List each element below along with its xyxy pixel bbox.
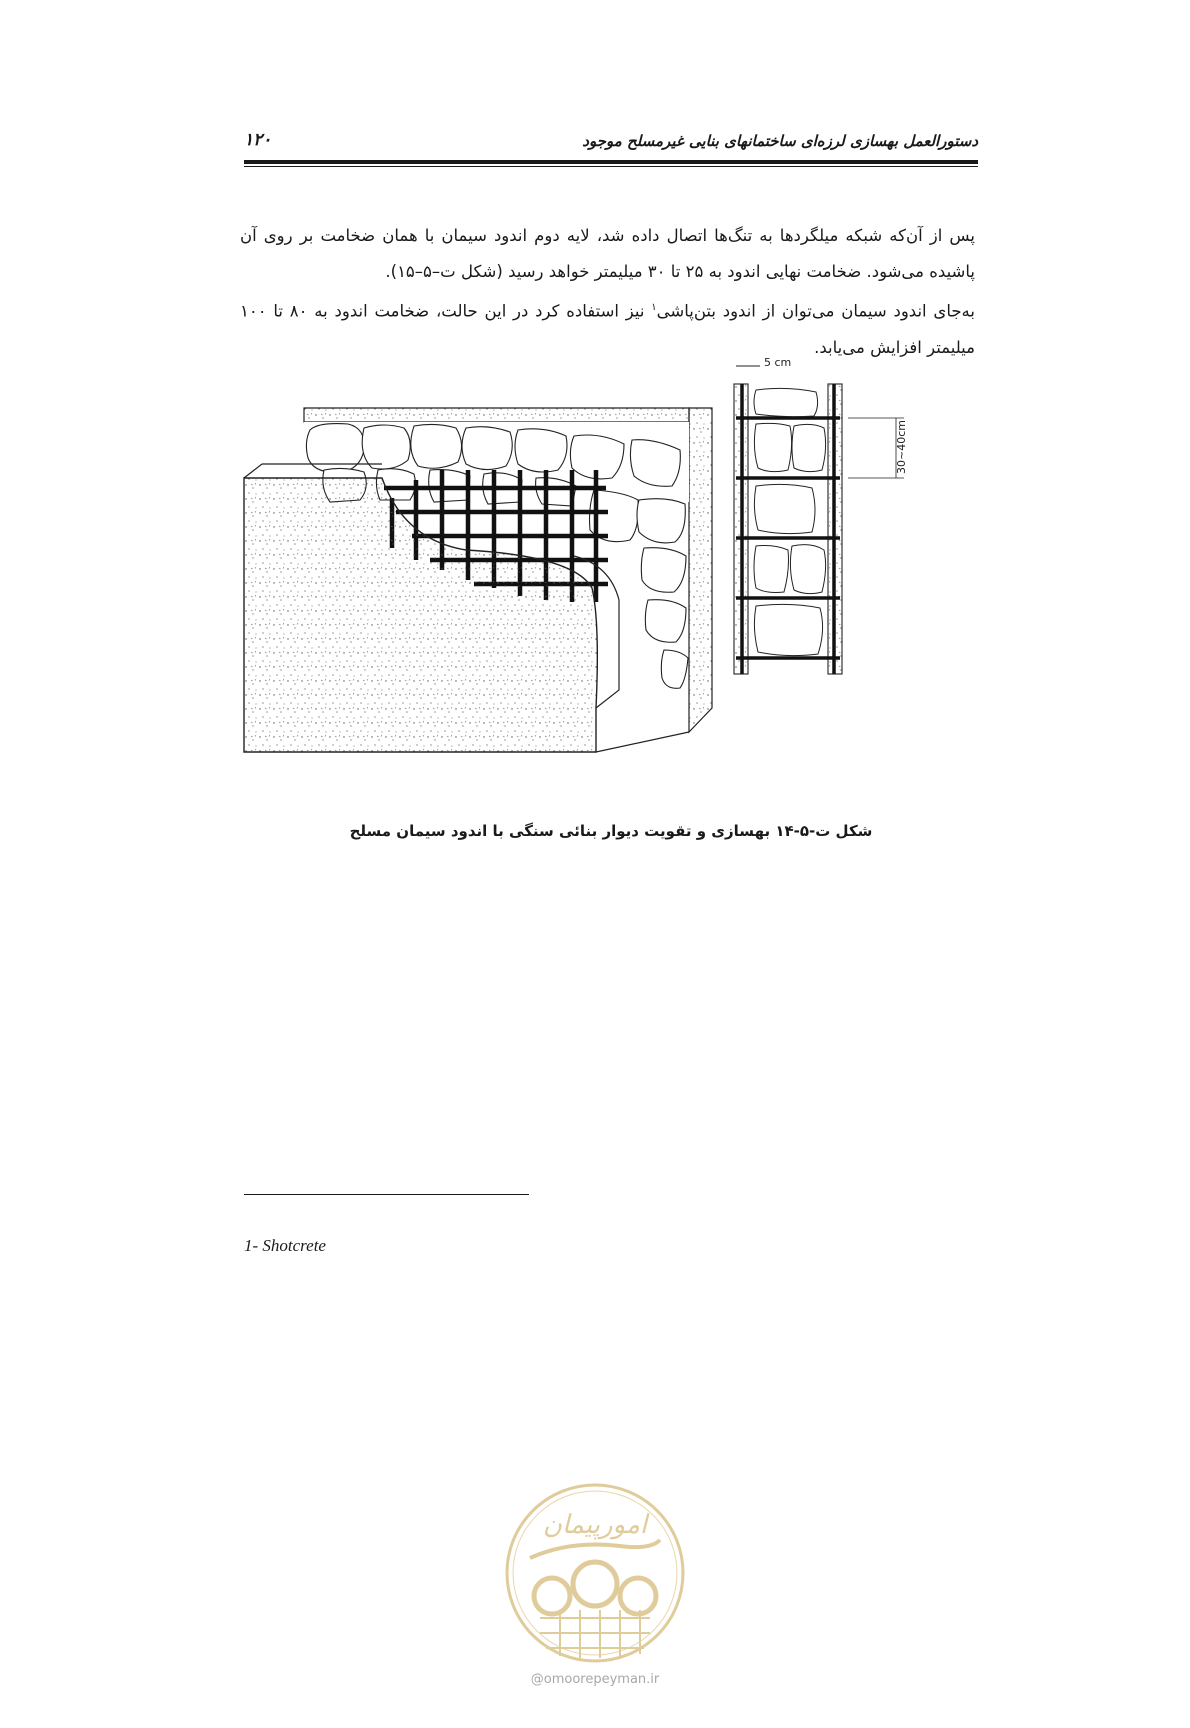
- header-rule-thin: [244, 166, 978, 167]
- paragraph-2: [240, 290, 975, 366]
- paragraph-2-start: به‌جای اندود سیمان می‌توان از اندود بتن‌پاشی: [656, 301, 975, 321]
- watermark-logo-text: امورپیمان: [542, 1510, 648, 1540]
- wall-section-drawing: [734, 356, 908, 674]
- page-header: [244, 130, 978, 160]
- footnote-reference: ۱: [651, 302, 657, 313]
- footnote-rule: [244, 1194, 529, 1195]
- watermark-logo: [490, 1478, 700, 1728]
- page-number: ۱۲۰: [244, 130, 272, 150]
- dimension-top: 5 cm: [764, 356, 792, 369]
- paragraph-1: پس از آن‌که شبکه میلگردها به تنگ‌ها اتصال داده شد، لایه دوم اندود سیمان با همان ضخامت بر روی آن پاشیده می‌شود. ضخامت نهایی اندود به ۲۵ تا ۳۰ میلیمتر خواهد رسید (شکل ت–۵–۱۵).: [240, 226, 975, 281]
- publisher-seal: [490, 1478, 700, 1668]
- watermark-url: @omoorepeyman.ir: [530, 1672, 660, 1687]
- header-rule-thick: [244, 160, 978, 164]
- figure: [244, 356, 978, 815]
- paragraph-2-end: نیز استفاده کرد در این حالت، ضخامت اندود به ۸۰ تا ۱۰۰ میلیمتر افزایش می‌یابد.: [240, 301, 975, 357]
- isometric-wall-drawing: [244, 408, 712, 752]
- wall-retrofit-drawing: [244, 356, 978, 815]
- footnote-text: 1- Shotcrete: [244, 1236, 326, 1255]
- body-text: [240, 218, 975, 366]
- figure-caption: شکل ت-۵-۱۴ بهسازی و تقویت دیوار بنائی سنگی با اندود سیمان مسلح: [349, 822, 873, 840]
- running-title: دستورالعمل بهسازی لرزه‌ای ساختمانهای بنایی غیرمسلح موجود: [582, 132, 978, 150]
- dimension-side: 30~40cm: [895, 420, 908, 474]
